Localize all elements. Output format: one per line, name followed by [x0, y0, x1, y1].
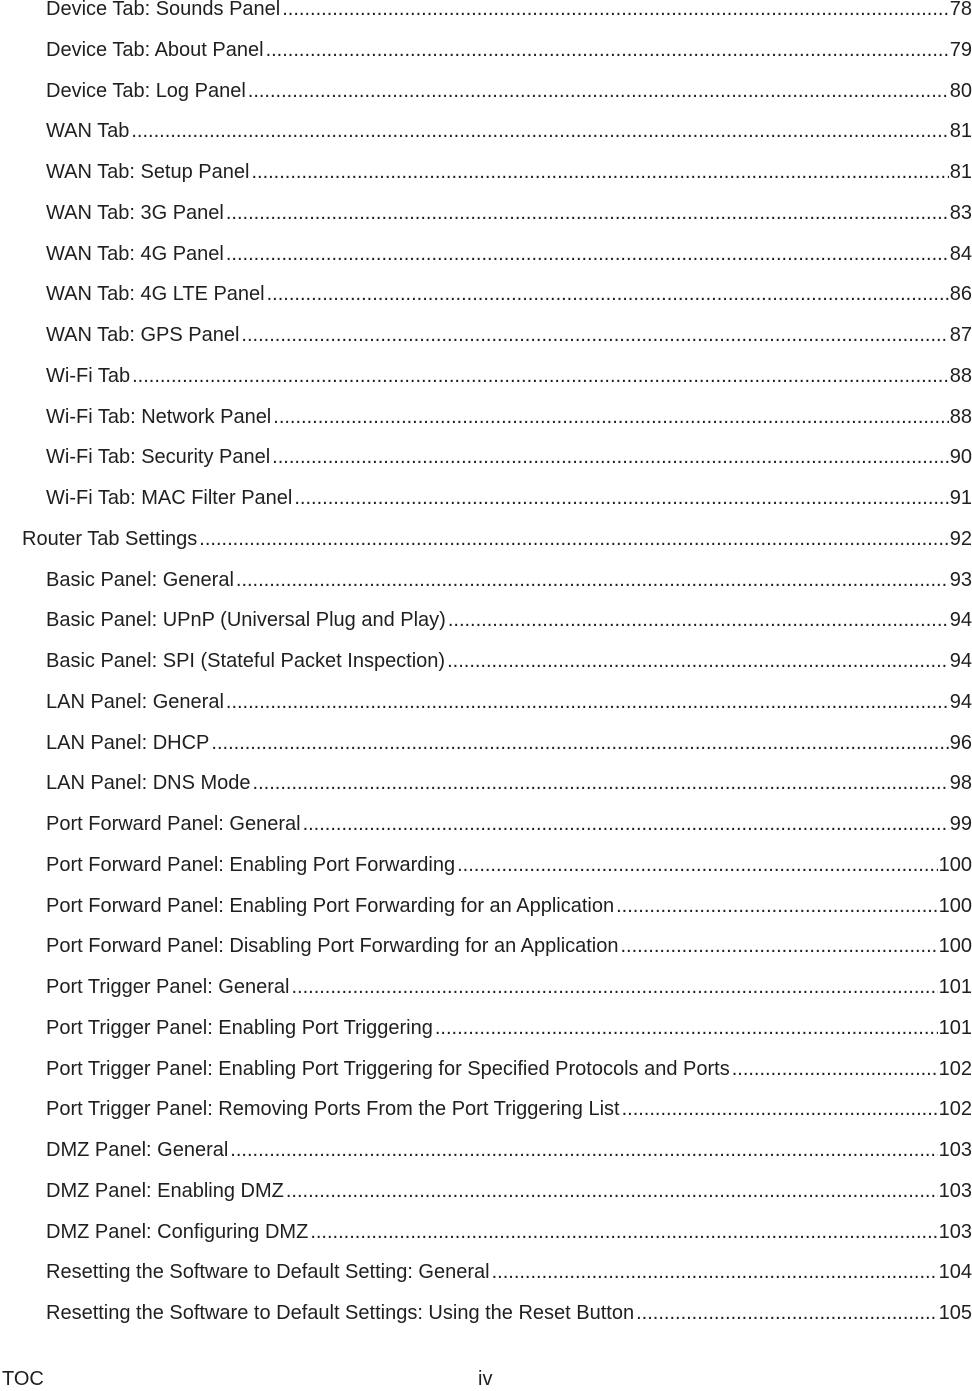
- toc-leader-dots: [199, 524, 948, 554]
- toc-entry-page: 101: [938, 976, 972, 998]
- toc-leader-dots: [457, 850, 938, 880]
- toc-entry-page: 78: [949, 0, 972, 20]
- toc-leader-dots: [226, 198, 949, 228]
- toc-leader-dots: [303, 809, 949, 839]
- toc-entry-title: Port Forward Panel: Enabling Port Forwarding for an Application: [46, 894, 615, 917]
- toc-entry-title: Wi-Fi Tab: Security Panel: [46, 446, 271, 469]
- toc-entry-page: 102: [938, 1098, 972, 1121]
- toc-leader-dots: [447, 646, 949, 676]
- toc-entry[interactable]: [0, 1135, 972, 1165]
- toc-entry-page: 105: [938, 1302, 972, 1324]
- toc-leader-dots: [286, 1176, 938, 1206]
- toc-entry-page: 96: [949, 731, 972, 754]
- toc-entry-title: WAN Tab: 4G LTE Panel: [46, 283, 265, 306]
- toc-entry-title: Resetting the Software to Default Settings: Using the Reset Button: [46, 1302, 635, 1324]
- toc-entry-title: WAN Tab: [46, 120, 130, 143]
- toc-entry[interactable]: [0, 565, 972, 595]
- toc-entry[interactable]: [0, 809, 972, 839]
- toc-entry-page: 92: [949, 527, 972, 550]
- toc-entry-title: Device Tab: About Panel: [46, 38, 264, 61]
- toc-entry[interactable]: [0, 442, 972, 472]
- toc-leader-dots: [266, 35, 949, 65]
- toc-leader-dots: [132, 361, 949, 391]
- toc-entry-page: 81: [949, 161, 972, 183]
- toc-entry[interactable]: [0, 605, 972, 635]
- toc-entry-title: WAN Tab: GPS Panel: [46, 324, 240, 346]
- toc-entry-page: 84: [949, 242, 972, 265]
- toc-entry-title: Wi-Fi Tab: MAC Filter Panel: [46, 487, 293, 509]
- toc-leader-dots: [636, 1298, 938, 1328]
- toc-leader-dots: [291, 972, 937, 1002]
- toc-leader-dots: [621, 931, 938, 961]
- footer-section-label: TOC: [2, 1368, 44, 1390]
- toc-entry-title: WAN Tab: Setup Panel: [46, 161, 250, 183]
- toc-entry[interactable]: [0, 1257, 972, 1287]
- toc-entry-page: 104: [938, 1261, 972, 1284]
- toc-entry-title: Basic Panel: SPI (Stateful Packet Inspection): [46, 650, 446, 672]
- toc-entry-title: Basic Panel: General: [46, 568, 234, 591]
- toc-entry-page: 102: [938, 1057, 972, 1080]
- toc-leader-dots: [131, 116, 948, 146]
- toc-leader-dots: [248, 76, 949, 106]
- toc-entry-title: Port Trigger Panel: General: [46, 976, 290, 998]
- toc-entry-title: Port Forward Panel: Disabling Port Forwarding for an Application: [46, 935, 619, 958]
- toc-leader-dots: [267, 279, 949, 309]
- toc-leader-dots: [211, 728, 948, 758]
- toc-entry-title: Port Trigger Panel: Removing Ports From the Port Triggering List: [46, 1098, 620, 1121]
- toc-entry-page: 87: [949, 324, 972, 346]
- toc-leader-dots: [435, 1013, 938, 1043]
- toc-entry-title: WAN Tab: 3G Panel: [46, 201, 224, 224]
- toc-entry-title: Device Tab: Sounds Panel: [46, 0, 281, 20]
- toc-entry-page: 80: [949, 79, 972, 102]
- toc-entry[interactable]: [0, 0, 972, 24]
- toc-entry-page: 88: [949, 364, 972, 387]
- toc-entry-title: DMZ Panel: Enabling DMZ: [46, 1179, 284, 1202]
- toc-entry[interactable]: [0, 402, 972, 432]
- toc-entry-page: 91: [949, 487, 972, 509]
- toc-entry-page: 86: [949, 283, 972, 306]
- toc-entry[interactable]: [0, 850, 972, 880]
- toc-entry-page: 98: [949, 772, 972, 795]
- toc-entry-title: LAN Panel: DNS Mode: [46, 772, 251, 795]
- toc-entry-page: 94: [949, 650, 972, 672]
- toc-leader-dots: [273, 402, 948, 432]
- toc-entry[interactable]: [0, 157, 972, 187]
- toc-entry[interactable]: [0, 279, 972, 309]
- toc-leader-dots: [230, 1135, 937, 1165]
- toc-entry[interactable]: [0, 1298, 972, 1328]
- toc-entry[interactable]: [0, 239, 972, 269]
- toc-entry-title: Port Trigger Panel: Enabling Port Triggering for Specified Protocols and Ports: [46, 1057, 730, 1080]
- toc-leader-dots: [448, 605, 949, 635]
- toc-entry[interactable]: [0, 972, 972, 1002]
- toc-leader-dots: [616, 891, 938, 921]
- toc-leader-dots: [251, 157, 948, 187]
- toc-entry-title: Port Forward Panel: Enabling Port Forwarding: [46, 853, 456, 876]
- toc-entry[interactable]: [0, 524, 972, 554]
- toc-entry-title: Port Trigger Panel: Enabling Port Triggering: [46, 1016, 433, 1039]
- toc-entry-page: 79: [949, 38, 972, 61]
- toc-entry[interactable]: [0, 35, 972, 65]
- toc-entry[interactable]: [0, 728, 972, 758]
- toc-leader-dots: [226, 239, 949, 269]
- toc-entry-page: 99: [949, 813, 972, 835]
- toc-entry-title: WAN Tab: 4G Panel: [46, 242, 224, 265]
- toc-entry-page: 103: [938, 1220, 972, 1243]
- toc-entry[interactable]: [0, 1217, 972, 1247]
- toc-entry-title: Router Tab Settings: [22, 527, 198, 550]
- toc-leader-dots: [226, 687, 949, 717]
- toc-leader-dots: [282, 0, 949, 24]
- toc-entry[interactable]: [0, 116, 972, 146]
- toc-entry-page: 88: [949, 405, 972, 428]
- toc-entry-title: Resetting the Software to Default Setting: General: [46, 1261, 490, 1284]
- toc-leader-dots: [253, 768, 949, 798]
- toc-entry[interactable]: [0, 1094, 972, 1124]
- toc-entry-title: DMZ Panel: Configuring DMZ: [46, 1220, 309, 1243]
- toc-entry-page: 94: [949, 690, 972, 713]
- toc-entry[interactable]: [0, 361, 972, 391]
- toc-entry[interactable]: [0, 320, 972, 350]
- toc-entry-page: 103: [938, 1179, 972, 1202]
- toc-entry[interactable]: [0, 1054, 972, 1084]
- toc-entry-title: Basic Panel: UPnP (Universal Plug and Play): [46, 609, 446, 632]
- toc-entry[interactable]: [0, 483, 972, 513]
- toc-entry[interactable]: [0, 76, 972, 106]
- toc-entry-page: 101: [938, 1016, 972, 1039]
- toc-leader-dots: [622, 1094, 938, 1124]
- toc-entry[interactable]: [0, 687, 972, 717]
- toc-leader-dots: [241, 320, 948, 350]
- toc-entry-page: 83: [949, 201, 972, 224]
- toc-entry-page: 93: [949, 568, 972, 591]
- toc-leader-dots: [310, 1217, 937, 1247]
- toc-leader-dots: [236, 565, 949, 595]
- toc-leader-dots: [294, 483, 948, 513]
- toc-entry-title: Device Tab: Log Panel: [46, 79, 246, 102]
- toc-entry-title: Wi-Fi Tab: Network Panel: [46, 405, 272, 428]
- toc-entry[interactable]: [0, 931, 972, 961]
- toc-leader-dots: [732, 1054, 938, 1084]
- toc-entry-page: 103: [938, 1139, 972, 1161]
- toc-entry-title: LAN Panel: DHCP: [46, 731, 210, 754]
- toc-entry[interactable]: [0, 768, 972, 798]
- toc-entry-page: 100: [938, 894, 972, 917]
- toc-entry[interactable]: [0, 1176, 972, 1206]
- toc-entry[interactable]: [0, 646, 972, 676]
- toc-entry[interactable]: [0, 891, 972, 921]
- toc-leader-dots: [272, 442, 949, 472]
- toc-entry[interactable]: [0, 1013, 972, 1043]
- toc-leader-dots: [492, 1257, 938, 1287]
- footer-page-number: iv: [478, 1368, 493, 1390]
- toc-entry-page: 100: [938, 935, 972, 958]
- toc-entry-page: 94: [949, 609, 972, 632]
- toc-entry-title: Wi-Fi Tab: [46, 364, 131, 387]
- toc-entry[interactable]: [0, 198, 972, 228]
- toc-entry-page: 100: [938, 853, 972, 876]
- toc-entry-title: DMZ Panel: General: [46, 1139, 229, 1161]
- toc-entry-title: LAN Panel: General: [46, 690, 224, 713]
- toc-entry-page: 90: [949, 446, 972, 469]
- toc-entry-page: 81: [949, 120, 972, 143]
- toc-entry-title: Port Forward Panel: General: [46, 813, 301, 835]
